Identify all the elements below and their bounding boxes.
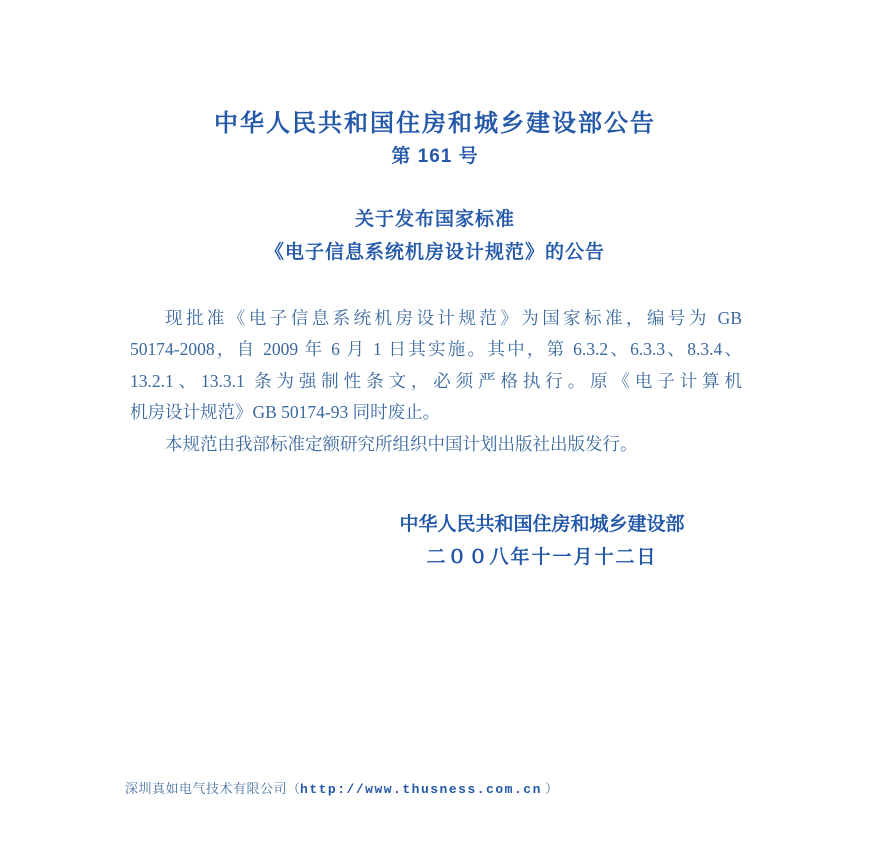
body-paragraph1-line1: 现批准《电子信息系统机房设计规范》为国家标准，编号为 GB — [165, 308, 742, 328]
subject-line-1: 关于发布国家标准 — [354, 209, 515, 230]
signature-authority: 中华人民共和国住房和城乡建设部 — [399, 514, 685, 535]
footer — [125, 778, 558, 797]
announcement-number: 第 161 号 — [391, 146, 479, 167]
signature-block — [372, 509, 712, 574]
announcement-body — [130, 303, 742, 460]
body-paragraph2: 本规范由我部标准定额研究所组织中国计划出版社出版发行。 — [165, 433, 638, 454]
footer-open-paren: （ — [287, 781, 301, 796]
body-paragraph1-line4: 机房设计规范》GB 50174-93 同时废止。 — [130, 402, 441, 423]
body-paragraph1-line3: 13.2.1、13.3.1 条为强制性条文，必须严格执行。原《电子计算机 — [130, 370, 742, 391]
body-paragraph1-line2: 50174-2008，自 2009 年 6 月 1 日其实施。其中，第 6.3.2、6.3.3、8.3.4、 — [130, 339, 742, 360]
footer-close-paren: ） — [541, 781, 559, 796]
signature-date: 二００八年十一月十二日 — [426, 546, 658, 568]
footer-company-name: 深圳真如电气技术有限公司 — [125, 781, 288, 796]
announcement-title: 中华人民共和国住房和城乡建设部公告 — [214, 110, 656, 137]
footer-company-url-link[interactable]: http://www.thusness.com.cn — [300, 782, 542, 797]
subject-line-2: 《电子信息系统机房设计规范》的公告 — [264, 242, 605, 263]
